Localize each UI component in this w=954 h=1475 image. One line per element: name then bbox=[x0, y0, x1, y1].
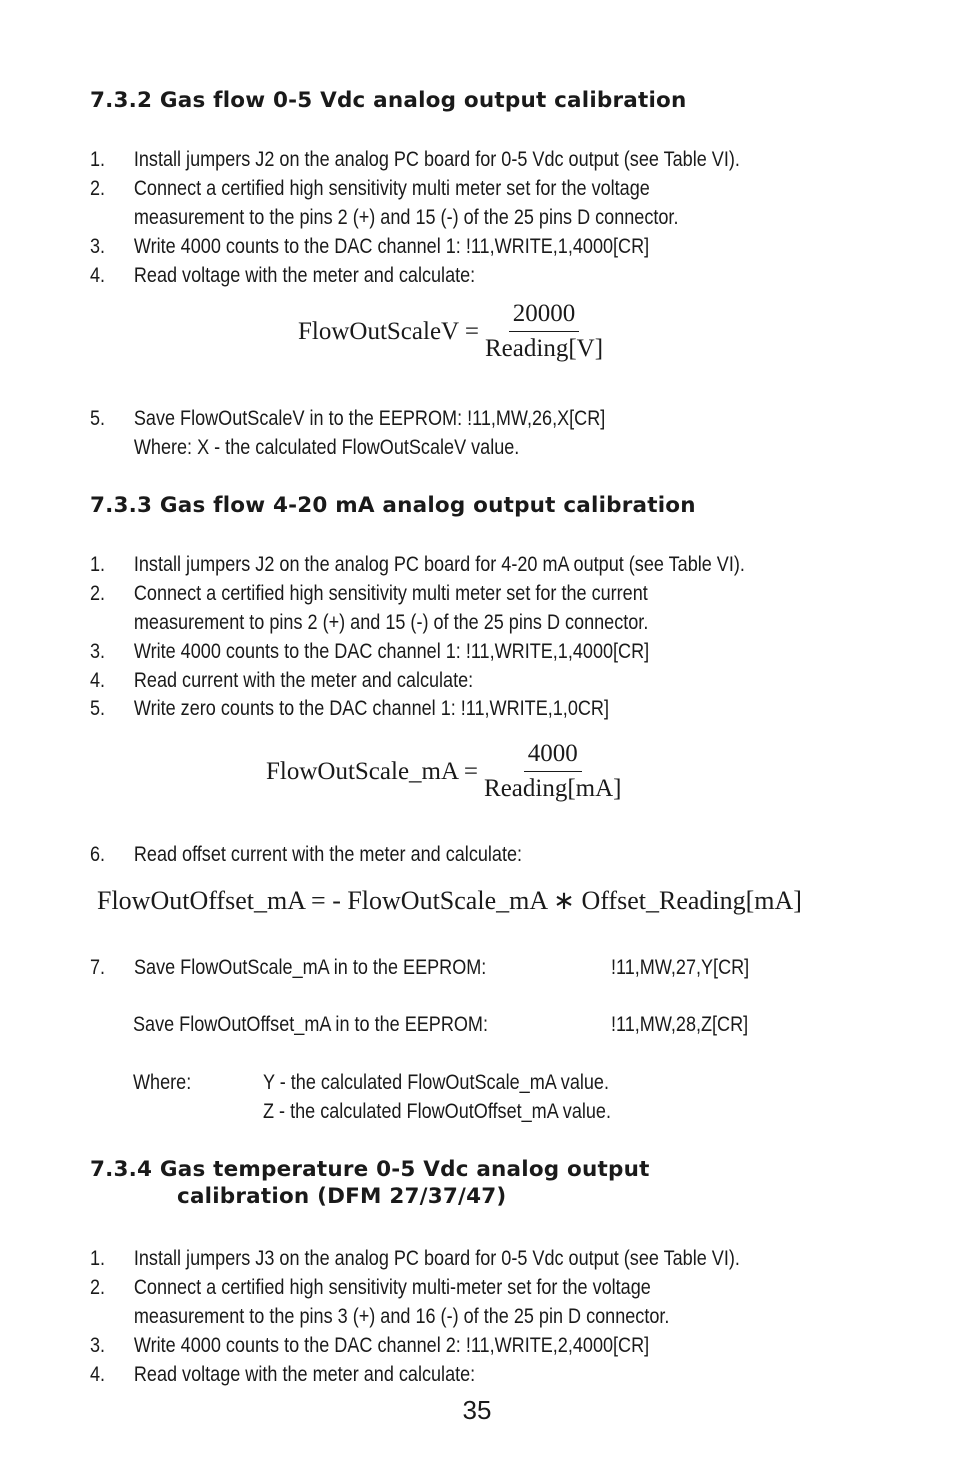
item-text: Write 4000 counts to the DAC channel 1: !11,WRITE,1,4000[CR] bbox=[133, 235, 650, 258]
list-item bbox=[90, 637, 649, 666]
where-z: Z - the calculated FlowOutOffset_mA value. bbox=[263, 1100, 611, 1123]
item-number: 6. bbox=[90, 843, 106, 866]
item-number: 3. bbox=[90, 1334, 106, 1357]
item-continuation: Where: X - the calculated FlowOutScaleV value. bbox=[133, 436, 520, 459]
item-number: 4. bbox=[90, 1363, 106, 1386]
save-scale-command: !11,MW,27,Y[CR] bbox=[611, 956, 750, 979]
list-item bbox=[90, 840, 522, 869]
item-number: 4. bbox=[90, 264, 106, 287]
item-text: Write zero counts to the DAC channel 1: !11,WRITE,1,0CR] bbox=[133, 697, 609, 720]
item-text: Install jumpers J2 on the analog PC board for 4-20 mA output (see Table VI). bbox=[133, 553, 745, 576]
page-number: 35 bbox=[462, 1395, 492, 1425]
where-y: Y - the calculated FlowOutScale_mA value. bbox=[263, 1071, 610, 1094]
item-number: 2. bbox=[90, 1276, 106, 1299]
item-continuation: measurement to the pins 3 (+) and 16 (-) of the 25 pin D connector. bbox=[133, 1305, 670, 1328]
list-item bbox=[90, 261, 475, 290]
list-item bbox=[90, 1331, 649, 1360]
fraction-numerator: 20000 bbox=[509, 300, 580, 332]
item-number: 4. bbox=[90, 669, 106, 692]
fraction bbox=[485, 300, 603, 363]
item-text: Connect a certified high sensitivity multi meter set for the current bbox=[133, 582, 648, 605]
equation-lhs: FlowOutScale_mA = bbox=[266, 757, 479, 785]
item-number: 1. bbox=[90, 148, 106, 171]
heading-line-1: 7.3.4 Gas temperature 0-5 Vdc analog output bbox=[90, 1157, 650, 1182]
fraction-denominator: Reading[mA] bbox=[484, 775, 622, 802]
item-text: Read voltage with the meter and calculate: bbox=[133, 1363, 476, 1386]
list-item bbox=[90, 694, 609, 723]
item-text: Write 4000 counts to the DAC channel 2: !11,WRITE,2,4000[CR] bbox=[133, 1334, 650, 1357]
heading-line-2: calibration (DFM 27/37/47) bbox=[177, 1184, 507, 1209]
item-text: Install jumpers J2 on the analog PC board for 0-5 Vdc output (see Table VI). bbox=[133, 148, 740, 171]
section-heading-7-3-3: 7.3.3 Gas flow 4-20 mA analog output calibration bbox=[90, 493, 696, 518]
list-item bbox=[90, 666, 473, 695]
equation-lhs: FlowOutScaleV = bbox=[298, 317, 479, 345]
item-number: 2. bbox=[90, 582, 106, 605]
item-number: 5. bbox=[90, 697, 106, 720]
equation-flowoutscalev bbox=[298, 300, 603, 363]
save-offset-command: !11,MW,28,Z[CR] bbox=[611, 1013, 749, 1036]
item-text: Read current with the meter and calculate: bbox=[133, 669, 474, 692]
save-offset-text: Save FlowOutOffset_mA in to the EEPROM: bbox=[133, 1013, 488, 1036]
list-item bbox=[90, 579, 648, 637]
list-item bbox=[90, 404, 605, 462]
fraction bbox=[484, 740, 621, 803]
item-number: 7. bbox=[90, 956, 106, 979]
item-continuation: measurement to the pins 2 (+) and 15 (-) of the 25 pins D connector. bbox=[133, 206, 679, 229]
item-text: Write 4000 counts to the DAC channel 1: !11,WRITE,1,4000[CR] bbox=[133, 640, 650, 663]
item-text: Install jumpers J3 on the analog PC board for 0-5 Vdc output (see Table VI). bbox=[133, 1247, 740, 1270]
section-heading-7-3-4 bbox=[90, 1157, 650, 1209]
item-text: Read offset current with the meter and calculate: bbox=[133, 843, 523, 866]
list-item bbox=[90, 174, 678, 232]
item-number: 5. bbox=[90, 407, 106, 430]
where-label: Where: bbox=[133, 1071, 192, 1094]
list-item bbox=[90, 232, 649, 261]
list-item bbox=[90, 1244, 740, 1273]
item-text: Connect a certified high sensitivity multi meter set for the voltage bbox=[133, 177, 650, 200]
item-number: 1. bbox=[90, 1247, 106, 1270]
item-text: Read voltage with the meter and calculate: bbox=[133, 264, 476, 287]
item-number: 3. bbox=[90, 640, 106, 663]
list-item bbox=[90, 145, 740, 174]
equation-flowoutoffset-ma: FlowOutOffset_mA = - FlowOutScale_mA ∗ Offset_Reading[mA] bbox=[97, 886, 802, 915]
list-item bbox=[90, 1360, 475, 1389]
fraction-denominator: Reading[V] bbox=[485, 335, 604, 362]
item-continuation: measurement to pins 2 (+) and 15 (-) of the 25 pins D connector. bbox=[133, 611, 649, 634]
item-text: Connect a certified high sensitivity multi-meter set for the voltage bbox=[133, 1276, 651, 1299]
item-number: 1. bbox=[90, 553, 106, 576]
save-scale-text: Save FlowOutScale_mA in to the EEPROM: bbox=[134, 956, 487, 979]
item-number: 2. bbox=[90, 177, 106, 200]
item-text: Save FlowOutScaleV in to the EEPROM: !11,MW,26,X[CR] bbox=[133, 407, 606, 430]
fraction-numerator: 4000 bbox=[524, 740, 582, 772]
item-number: 3. bbox=[90, 235, 106, 258]
section-heading-7-3-2: 7.3.2 Gas flow 0-5 Vdc analog output calibration bbox=[90, 88, 687, 113]
equation-flowoutscale-ma bbox=[266, 740, 621, 803]
list-item bbox=[90, 1273, 669, 1331]
list-item bbox=[90, 550, 745, 579]
